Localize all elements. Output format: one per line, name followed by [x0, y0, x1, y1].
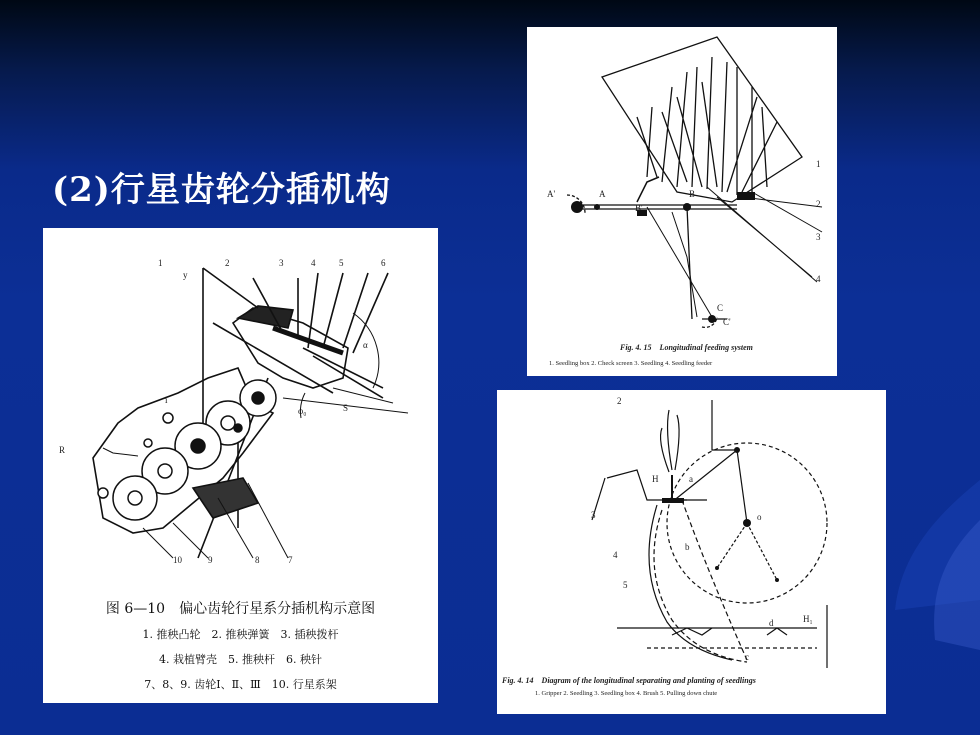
- fig610-label-4: 4: [311, 258, 316, 268]
- fig415-label-B1: B': [635, 203, 643, 213]
- fig414-label-b: b: [685, 542, 690, 552]
- fig610-label-5: 5: [339, 258, 344, 268]
- fig610-label-8: 8: [255, 555, 260, 565]
- fig610-label-i: i: [165, 395, 168, 405]
- fig610-label-3: 3: [279, 258, 284, 268]
- fig610-label-S: S: [343, 403, 349, 413]
- fig610-caption-line3: 7、8、9. 齿轮Ⅰ、Ⅱ、Ⅲ 10. 行星系架: [144, 678, 337, 691]
- fig610-label-6: 6: [381, 258, 386, 268]
- planting-diagram: [497, 390, 886, 714]
- fig610-label-10: 10: [173, 555, 182, 565]
- slide-title: (2)行星齿轮分插机构: [52, 170, 391, 210]
- fig414-label-c: c: [745, 652, 749, 662]
- fig610-label-2: 2: [225, 258, 230, 268]
- fig415-label-C1: C': [723, 317, 731, 327]
- fig414-label-H: H: [652, 474, 659, 484]
- fig414-label-a: a: [689, 474, 693, 484]
- fig415-label-A: A: [599, 189, 606, 199]
- fig415-label-2: 2: [816, 199, 821, 209]
- fig415-caption-sub: 1. Seedling box 2. Check screen 3. Seedling 4. Seedling feeder: [549, 360, 713, 367]
- fig414-label-o: o: [757, 512, 762, 522]
- fig414-caption-title: Fig. 4. 14 Diagram of the longitudinal separating and planting of seedlings: [502, 676, 756, 685]
- figure-4-14-panel: [497, 390, 886, 714]
- fig414-label-3: 3: [591, 510, 596, 520]
- fig415-label-A1: A': [547, 189, 556, 199]
- fig415-label-B: B: [689, 189, 696, 199]
- fig414-label-4: 4: [613, 550, 618, 560]
- fig415-label-1: 1: [816, 159, 821, 169]
- fig610-caption-line1: 1. 推秧凸轮 2. 推秧弹簧 3. 插秧拨杆: [142, 628, 339, 641]
- fig415-label-C: C: [717, 303, 724, 313]
- fig610-caption-title: 图 6—10 偏心齿轮行星系分插机构示意图: [105, 601, 376, 617]
- fig415-caption-title: Fig. 4. 15 Longitudinal feeding system: [620, 343, 753, 352]
- figure-4-15-panel: [527, 27, 837, 376]
- feeding-system-diagram: [527, 27, 837, 376]
- fig610-label-1: 1: [158, 258, 163, 268]
- fig610-label-R: R: [59, 445, 66, 455]
- fig414-label-d: d: [769, 618, 774, 628]
- fig610-caption-line2: 4. 栽植臂壳 5. 推秧杆 6. 秧针: [159, 653, 322, 666]
- fig415-label-3: 3: [816, 232, 821, 242]
- fig415-label-4: 4: [816, 274, 821, 284]
- fig610-label-alpha: α: [363, 340, 368, 350]
- fig414-caption-sub: 1. Gripper 2. Seedling 3. Seedling box 4. Brush 5. Pulling down chute: [535, 690, 718, 697]
- figure-6-10-panel: [43, 228, 438, 703]
- fig414-label-2: 2: [617, 396, 622, 406]
- fig610-label-phi: φ₀: [298, 406, 307, 416]
- fig414-label-H1: H₁: [803, 614, 813, 624]
- fig610-label-y: y: [183, 270, 188, 280]
- fig610-label-9: 9: [208, 555, 213, 565]
- fig610-label-7: 7: [288, 555, 293, 565]
- fig414-label-5: 5: [623, 580, 628, 590]
